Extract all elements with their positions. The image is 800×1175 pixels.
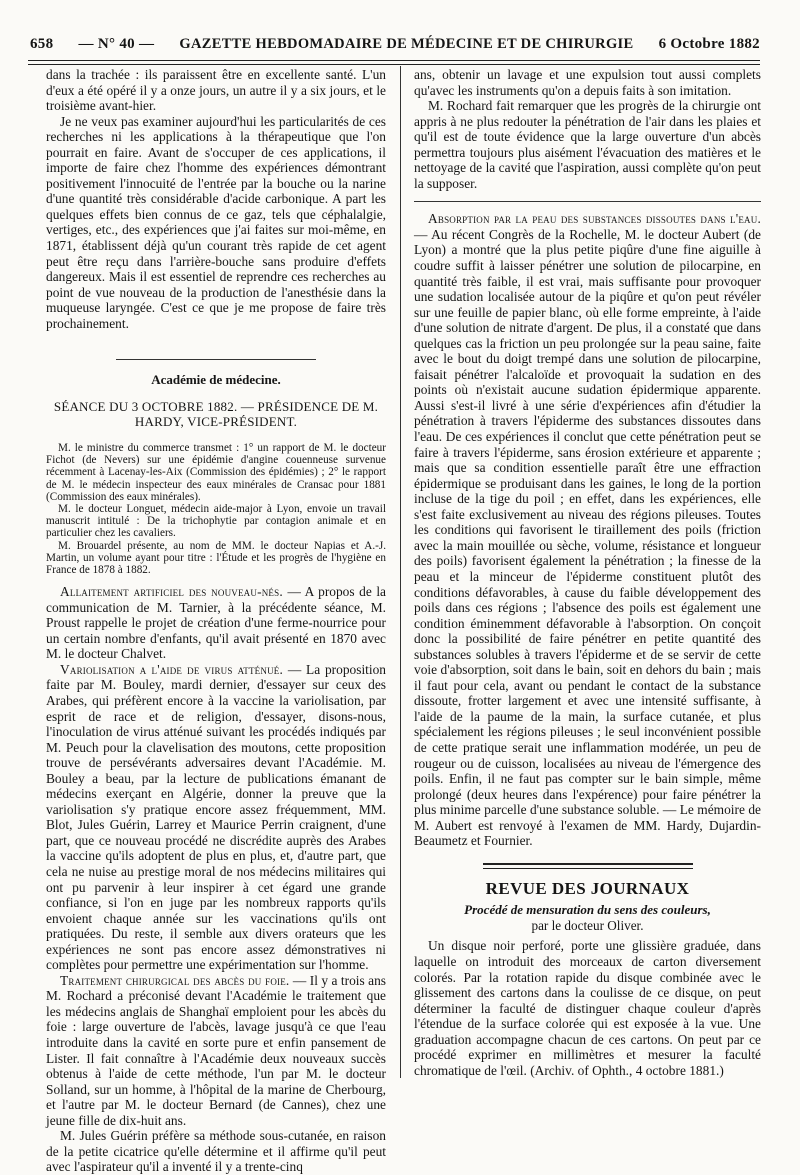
run-in-heading: Traitement chirurgical des abcès du foie.	[60, 972, 290, 988]
run-in-heading: Allaitement artificiel des nouveau-nés.	[60, 584, 283, 600]
paragraph: M. Rochard fait remarquer que les progrès de la chirurgie ont appris à ne plus redouter la pénétration de l'air dans les plaies et qu'il est de toute évidence que la large ouverture d'un abcès permettra toujours plus aisément l'évacuation des matières et le nettoyage de la cavité que l'aspiration, aussi complète qu'on peut la supposer.	[414, 98, 761, 191]
article-abces-foie: Traitement chirurgical des abcès du foie. — Il y a trois ans M. Rochard a préconisé devant l'Académie le traitement que les médecins anglais de Shanghaï emploient pour les abcès du foie : large ouverture de l'abcès, lavage jusqu'à ce que l'eau introduite dans la cavité en sorte pure et enfin pansement de Lister. Il fait connaître à l'Académie deux nouveaux succès obtenus à l'aide de cette méthode, l'un par M. le docteur Solland, sur un homme, à l'hôpital de la marine de Cherbourg, et l'autre par M. le docteur Bernard (de Cannes), chez une jeune fille de dix-huit ans.	[46, 972, 387, 1128]
paragraph: ans, obtenir un lavage et une expulsion tout aussi complets qu'avec les instruments qu'on a depuis faits à son imitation.	[414, 67, 761, 98]
section-separator	[483, 863, 693, 869]
issue-number: — N° 40 —	[78, 36, 155, 52]
column-divider	[400, 66, 401, 1078]
correspondence-block	[46, 442, 386, 576]
correspondence-item: M. le ministre du commerce transmet : 1° un rapport de M. le docteur Fichot (de Nevers) sur une épidémie d'angine couenneuse survenue récemment à Lacenay-les-Aix (Commission des épidémies) ; 2° le rapport de M. le médecin inspecteur des eaux minérales de Cransac pour 1881 (Commission des eaux minérales).	[46, 441, 386, 503]
article-variolisation: Variolisation a l'aide de virus atténué. — La proposition faite par M. Bouley, mardi dernier, d'essayer sur ceux des Arabes, qui préfèrent encore à la vaccine la variolisation, par esprit de race et de religion, d'essayer, disons-nous, l'inoculation de virus atténué suivant les procédés indiqués par M. Peuch pour la clavelisation des moutons, cette proposition trouve de persévérants adversaires devant l'Académie. M. Bouley a beau, par la lecture de publications émanant de médecins exerçant en Algérie, donner la preuve que la variolisation s'y pratique encore assez fréquemment, MM. Blot, Jules Guérin, Larrey et Maurice Perrin craignent, d'une part, que ce nouveau procédé ne discrédite auprès des Arabes la vaccine qu'ils adoptent de plus en plus, et, d'autre part, que cela ne nuise au prestige moral de nos médecins militaires qui ont pu parvenir à leur inspirer à cet égard une grande confiance, si l'on en juge par les nombreux rapports qu'ils envoient chaque année sur les vaccinations qu'ils ont pratiquées. Du reste, il semble aux divers orateurs que les expériences ne sont pas encore assez démonstratives ni complètes pour permettre une expérimentation sur l'homme.	[46, 661, 386, 973]
journal-title: GAZETTE HEBDOMADAIRE DE MÉDECINE ET DE CHIRURGIE	[179, 36, 634, 52]
article-allaitement: Allaitement artificiel des nouveau-nés. — A propos de la communication de M. Tarnier, à la précédente séance, M. Proust rappelle le projet de création d'une ferme-nourrice pour un certain nombre d'enfants, qu'il avait présenté en 1870 avec M. le docteur Chalvet.	[46, 584, 387, 662]
article-absorption: Absorption par la peau des substances dissoutes dans l'eau. — Au récent Congrès de la Rochelle, M. le docteur Aubert (de Lyon) a montré que la plus petite piqûre d'une fine aiguille à coudre suffit à laisser pénétrer une solution de pilocarpine, en quantité très faible, il est vrai, mais suffisante pour provoquer une sudation localisée autour de la piqûre et qu'on peut révéler sur une feuille de papier blanc, où elle forme empreinte, à l'aide d'une solution de nitrate d'argent. De plus, il a constaté que dans quelques cas la friction un peu prolongée sur la peau saine, faite avec le bout du doigt trempé dans une solution de pilocarpine, faisait pénétrer l'alcaloïde et provoquait la sudation en des points où n'existait aucune sudation épidermique apparente. Aussi s'est-il livré à une série d'expériences afin d'étudier la pénétration à travers l'épiderme des substances dissoutes dans l'eau. De ces expériences il conclut que cette pénétration peut se faire à travers l'épiderme, sans érosion extérieure et apparente ; mais que sa condition essentielle paraît être une effraction épidermique se produisant dans les gaines, le long de la portion incluse de la tige du poil ; en effet, dans les expériences, elle s'est faite exclusivement au niveau des régions pileuses. Toutes les conditions qui favorisent le tiraillement des poils (friction avec la main mouillée ou sèche, volume, résistance et longueur des poils) favorisent également la pénétration ; la finesse de la peau et la minceur de l'épiderme constituent plutôt des conditions défavorables, à cause du faible développement des poils dans ces régions ; l'absence des poils est également une condition éminemment défavorable à l'absorption. On conçoit donc la possibilité de faire pénétrer en petite quantité des substances solubles à travers l'épiderme et de se servir de cette voie d'absorption, soit dans le bain, soit en dehors du bain ; mais il faut pour cela, avant ou pendant le contact de la substance dissoute, frotter largement et avec une intensité suffisante, à l'aide de la paume de la main, la surface cutanée, et plus spécialement les régions pileuses ; le seul inconvénient possible de cette pratique serait une inflammation modérée, un peu de rougeur ou de cuisson, localisées au niveau de l'émergence des poils. Enfin, il ne faut pas compter sur le bain simple, même prolongé (deux heures dans l'expérence) pour faire pénétrer la plus minime parcelle d'une substance soluble. — Le mémoire de M. Aubert est renvoyé à l'examen de MM. Hardy, Dujardin-Beaumetz et Fournier.	[414, 211, 761, 849]
page-header	[30, 36, 760, 60]
correspondence-item: M. le docteur Longuet, médecin aide-major à Lyon, envoie un travail manuscrit intitulé : De la trichophytie par contagion animale et en particulier chez les cavaliers.	[46, 502, 386, 540]
header-rule	[28, 60, 760, 65]
section-title-revue: REVUE DES JOURNAUX	[485, 878, 690, 898]
article-title: Procédé de mensuration du sens des couleurs,	[464, 902, 711, 918]
paragraph: Je ne veux pas examiner aujourd'hui les particularités de ces recherches ni les applications à la thérapeutique que l'on pourrait en faire. Avant de s'occuper de ces applications, il importe de faire chez l'homme des expériences démontrant positivement l'innocuité de l'entrée par la bouche ou la narine d'une quantité très considérable d'acide carbonique. A part les quelques effets bien connus de ce gaz, tels que céphalalgie, vertiges, etc., des expériences que j'ai faites sur moi-même, en 1871, établissent déjà qu'un courant très rapide de cet agent peut être reçu dans l'arrière-bouche sans produire d'effets dangereux. Mais il est essentiel de reprendre ces recherches au point de vue nouveau de la production de l'anesthésie dans la muqueuse laryngée. C'est ce que je me propose de faire très prochainement.	[46, 113, 386, 331]
page-number: 658	[30, 36, 54, 52]
issue-date: 6 Octobre 1882	[658, 36, 760, 52]
paragraph: dans la trachée : ils paraissent être en excellente santé. L'un d'eux a été opéré il y a onze jours, un autre il y a six jours, et le troisième avant-hier.	[46, 67, 386, 114]
article-byline: par le docteur Oliver.	[531, 917, 644, 933]
left-column	[46, 67, 387, 1175]
section-title-academie: Académie de médecine.	[151, 372, 281, 388]
run-in-heading: Variolisation a l'aide de virus atténué.	[60, 661, 284, 677]
seance-heading: SÉANCE DU 3 OCTOBRE 1882. — PRÉSIDENCE DE M. HARDY, VICE-PRÉSIDENT.	[53, 398, 379, 430]
run-in-heading: Absorption par la peau des substances dissoutes dans l'eau.	[428, 211, 761, 227]
paragraph: Un disque noir perforé, porte une glissière graduée, dans laquelle on introduit des morceaux de carton diversement colorés. Par la rotation rapide du disque combinée avec le glissement des cartons dans la coulisse de ce disque, on peut déterminer la faculté de distinguer chaque couleur d'après l'étendue de la surface colorée qui est exposée à la vue. Une graduation accompagne chacun de ces cartons. On peut par ce procédé exprimer en millimètres et mesurer la faculté chromatique de l'œil. (Archiv. of Ophth., 4 octobre 1881.)	[414, 938, 761, 1078]
section-rule	[414, 201, 761, 202]
right-column	[414, 67, 761, 1079]
paragraph: M. Jules Guérin préfère sa méthode sous-cutanée, en raison de la petite cicatrice qu'elle détermine et il affirme qu'il peut avec l'aspirateur qu'il a inventé il y a trente-cinq	[46, 1128, 386, 1175]
correspondence-item: M. Brouardel présente, au nom de MM. le docteur Napias et A.-J. Martin, un volume ayant pour titre : l'Étude et les progrès de l'hygiène en France de 1878 à 1882.	[46, 539, 386, 576]
section-rule	[116, 359, 316, 360]
